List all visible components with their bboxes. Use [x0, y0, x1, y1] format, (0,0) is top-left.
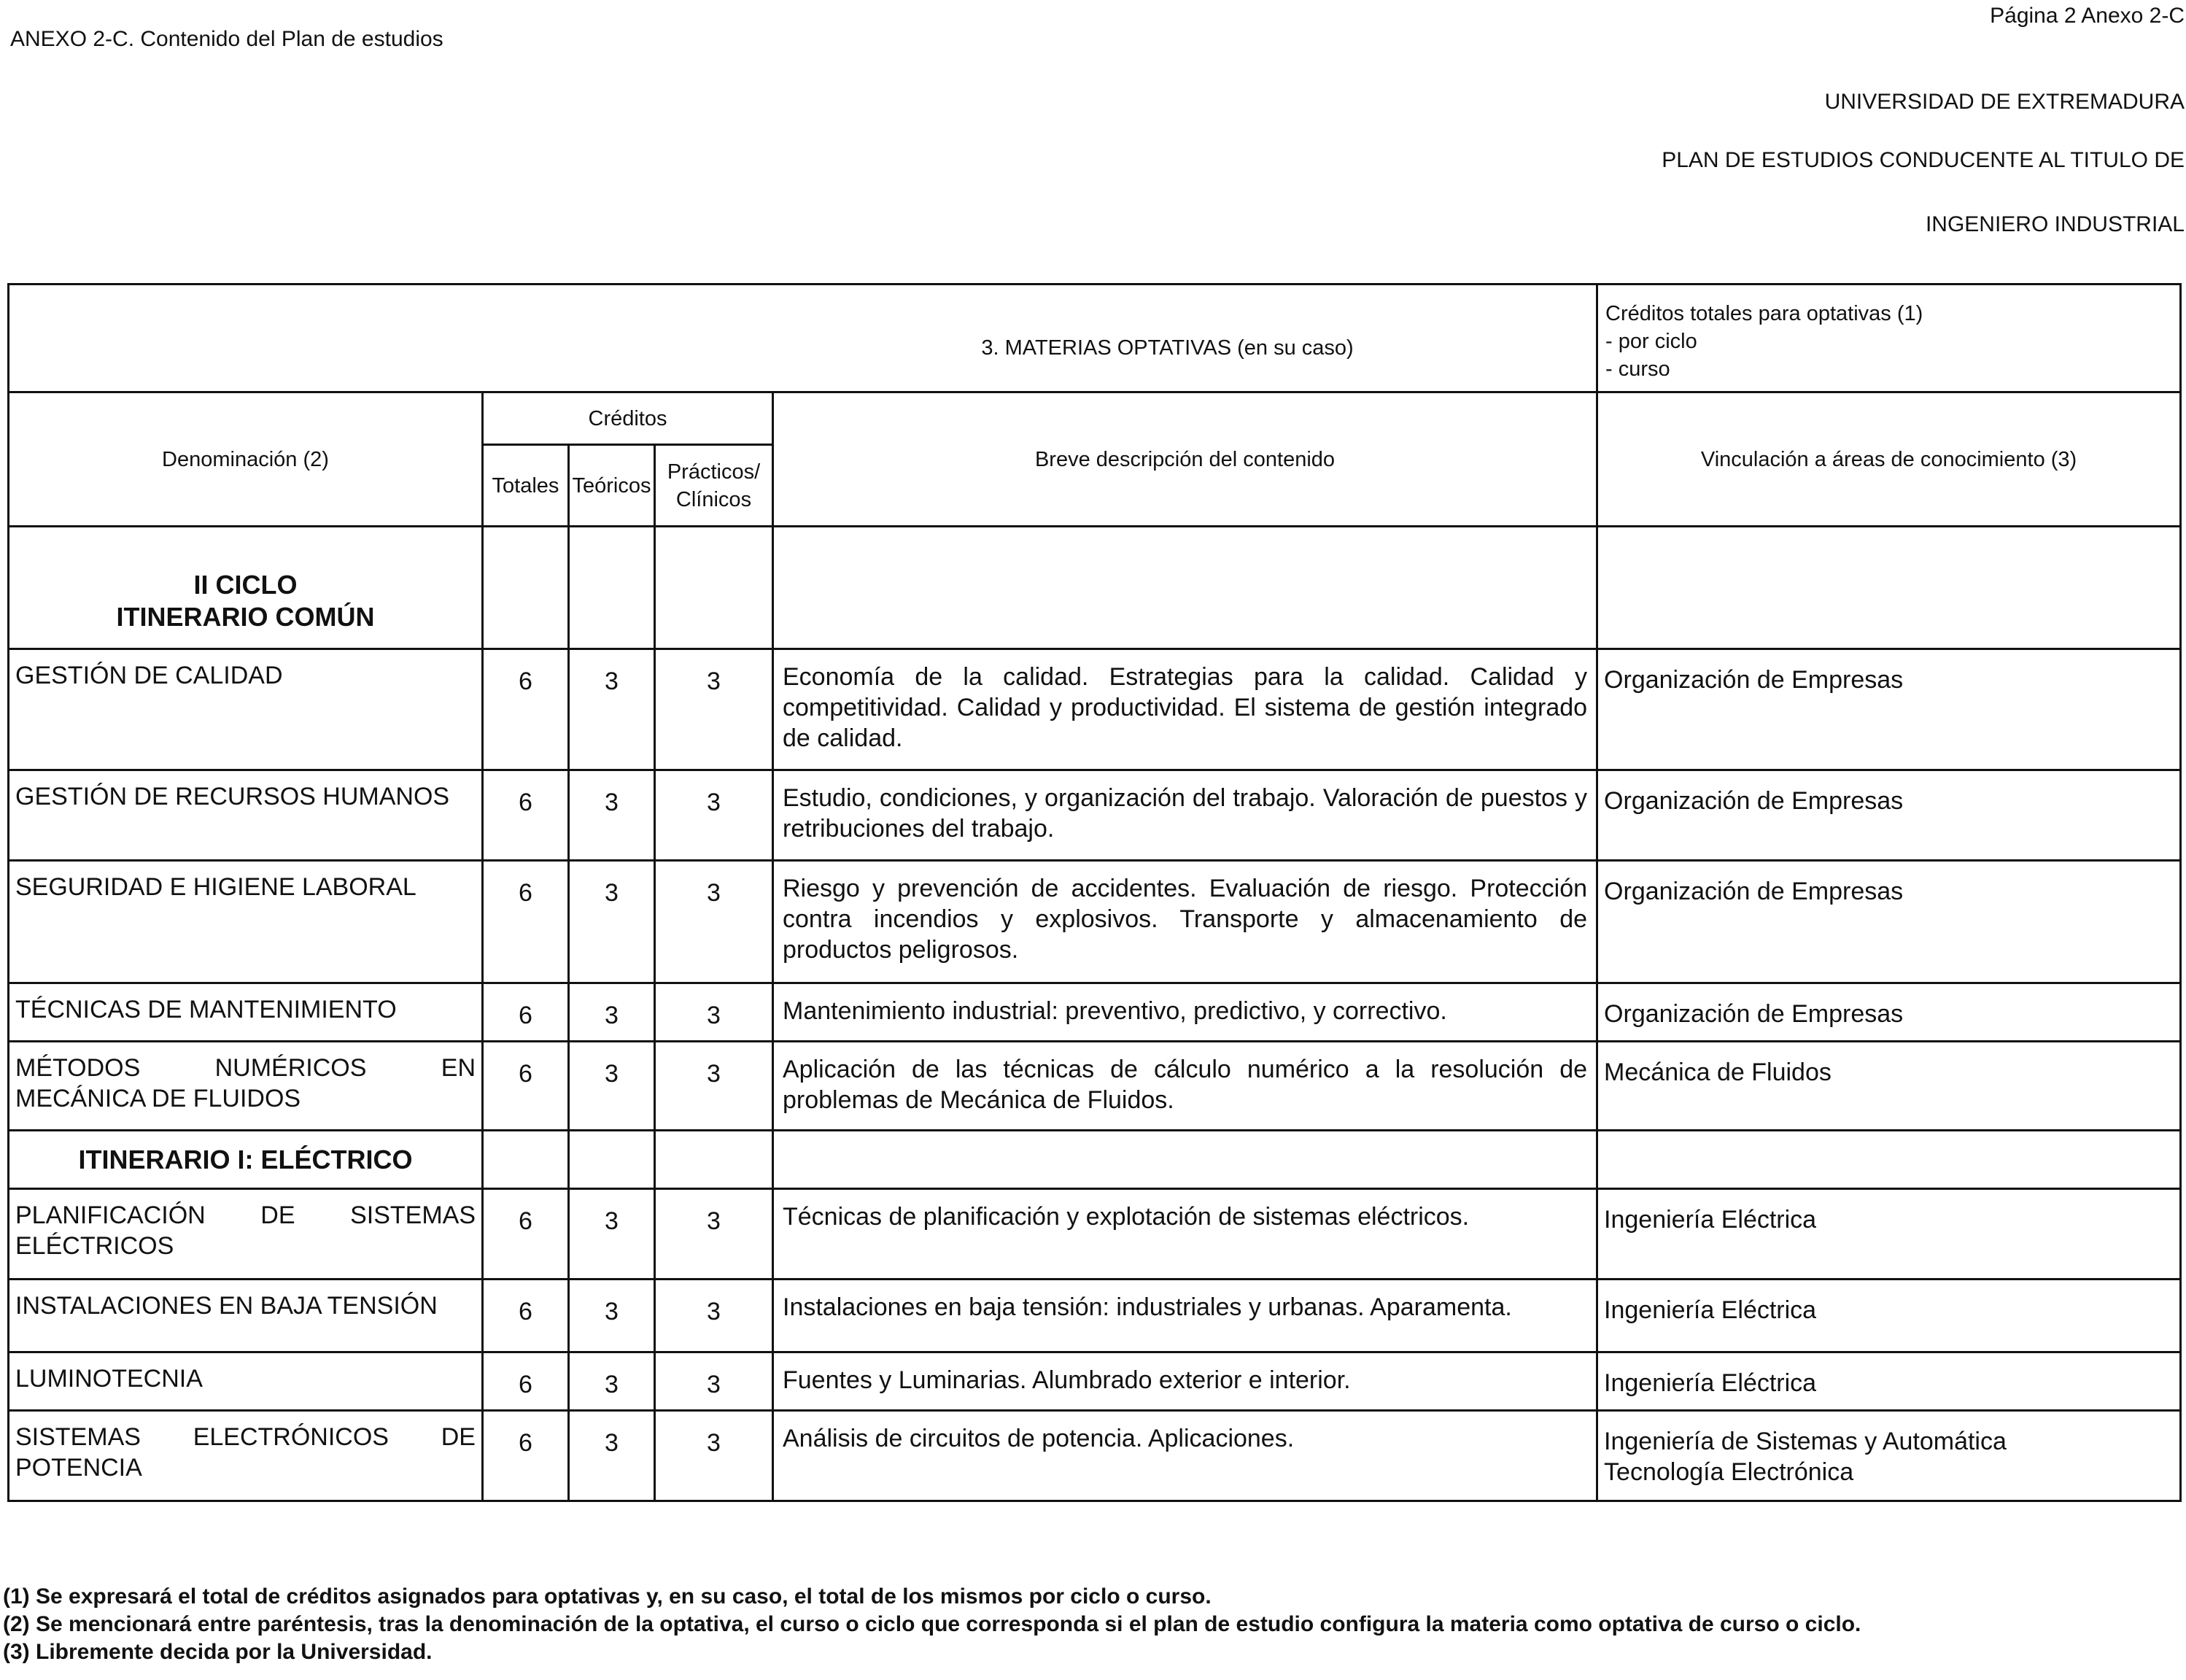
content-description: Aplicación de las técnicas de cálculo numérico a la resolución de problemas de Mecánica de Fluidos.	[773, 1042, 1597, 1131]
rows-common	[9, 649, 2181, 1131]
content-description: Economía de la calidad. Estrategias para la calidad. Calidad y competitividad. Calidad y productividad. El sistema de gestión integrado de calidad.	[773, 649, 1597, 770]
section-row-electrico	[9, 1131, 2181, 1189]
knowledge-area-line: Ingeniería Eléctrica	[1604, 1296, 1817, 1324]
content-description: Mantenimiento industrial: preventivo, predictivo, y correctivo.	[773, 983, 1597, 1042]
credits-practicos: 3	[655, 861, 773, 983]
credits-totales: 6	[483, 1280, 569, 1352]
credits-practicos: 3	[655, 770, 773, 861]
credits-practicos: 3	[655, 1042, 773, 1131]
subject-name: TÉCNICAS DE MANTENIMIENTO	[9, 983, 483, 1042]
knowledge-area	[1597, 1411, 2181, 1501]
box-title-row	[9, 284, 2181, 392]
table-row	[9, 649, 2181, 770]
degree-title: INGENIERO INDUSTRIAL	[1925, 212, 2185, 236]
credits-totals-title: Créditos totales para optativas (1)	[1605, 302, 1923, 325]
knowledge-area-line: Organización de Empresas	[1604, 787, 1904, 815]
credits-totales: 6	[483, 770, 569, 861]
col-header-credits: Créditos	[483, 392, 773, 445]
col-header-teoricos: Teóricos	[569, 445, 655, 527]
credits-practicos: 3	[655, 983, 773, 1042]
subject-name: SISTEMAS ELECTRÓNICOS DE POTENCIA	[9, 1411, 483, 1501]
section-title-ciclo: II CICLO	[193, 570, 298, 600]
subject-name: GESTIÓN DE CALIDAD	[9, 649, 483, 770]
knowledge-area	[1597, 649, 2181, 770]
footnote-2: (2) Se mencionará entre paréntesis, tras la denominación de la optativa, el curso o ciclo que corresponda si el plan de estudio configura la materia como optativa de curso o ciclo.	[3, 1612, 1861, 1636]
section-title-common	[9, 527, 483, 649]
section-title-electrico: ITINERARIO I: ELÉCTRICO	[9, 1131, 483, 1189]
footnote-3: (3) Libremente decida por la Universidad.	[3, 1640, 433, 1664]
col-header-area: Vinculación a áreas de conocimiento (3)	[1597, 392, 2181, 527]
table-row	[9, 770, 2181, 861]
table-row	[9, 1042, 2181, 1131]
knowledge-area	[1597, 1042, 2181, 1131]
knowledge-area-line: Organización de Empresas	[1604, 878, 1904, 905]
university-name: UNIVERSIDAD DE EXTREMADURA	[1824, 90, 2185, 114]
knowledge-area-line: Organización de Empresas	[1604, 666, 1904, 694]
footnote-1: (1) Se expresará el total de créditos asignados para optativas y, en su caso, el total de los mismos por ciclo o curso.	[3, 1584, 1212, 1609]
credits-totales: 6	[483, 861, 569, 983]
knowledge-area	[1597, 1280, 2181, 1352]
subject-name: LUMINOTECNIA	[9, 1352, 483, 1411]
footnotes	[3, 1583, 1861, 1666]
plan-title: PLAN DE ESTUDIOS CONDUCENTE AL TITULO DE	[1662, 148, 2185, 172]
credits-totales: 6	[483, 983, 569, 1042]
subject-name: GESTIÓN DE RECURSOS HUMANOS	[9, 770, 483, 861]
credits-teoricos: 3	[569, 1189, 655, 1280]
content-description: Fuentes y Luminarias. Alumbrado exterior e interior.	[773, 1352, 1597, 1411]
credits-teoricos: 3	[569, 770, 655, 861]
knowledge-area	[1597, 1352, 2181, 1411]
credits-totales: 6	[483, 1042, 569, 1131]
knowledge-area	[1597, 770, 2181, 861]
credits-practicos: 3	[655, 1411, 773, 1501]
optional-subjects-table	[7, 283, 2182, 1502]
credits-teoricos: 3	[569, 1411, 655, 1501]
credits-totales: 6	[483, 1352, 569, 1411]
content-description: Estudio, condiciones, y organización del trabajo. Valoración de puestos y retribuciones del trabajo.	[773, 770, 1597, 861]
content-description: Técnicas de planificación y explotación de sistemas eléctricos.	[773, 1189, 1597, 1280]
knowledge-area-line: Organización de Empresas	[1604, 1000, 1904, 1028]
knowledge-area-line: Ingeniería Eléctrica	[1604, 1369, 1817, 1397]
subject-name: PLANIFICACIÓN DE SISTEMAS ELÉCTRICOS	[9, 1189, 483, 1280]
knowledge-area-line: Ingeniería de Sistemas y Automática	[1604, 1428, 2007, 1455]
credits-teoricos: 3	[569, 1280, 655, 1352]
credits-teoricos: 3	[569, 1352, 655, 1411]
knowledge-area-line: Tecnología Electrónica	[1604, 1458, 1854, 1486]
table-row	[9, 861, 2181, 983]
knowledge-area-line: Ingeniería Eléctrica	[1604, 1206, 1817, 1234]
content-description: Análisis de circuitos de potencia. Aplicaciones.	[773, 1411, 1597, 1501]
rows-electrico	[9, 1189, 2181, 1501]
credits-totales: 6	[483, 1189, 569, 1280]
box-title: 3. MATERIAS OPTATIVAS (en su caso)	[981, 336, 1354, 360]
credits-totales: 6	[483, 649, 569, 770]
section-row-common	[9, 527, 2181, 649]
knowledge-area	[1597, 983, 2181, 1042]
subject-name: SEGURIDAD E HIGIENE LABORAL	[9, 861, 483, 983]
knowledge-area	[1597, 861, 2181, 983]
table-row	[9, 1189, 2181, 1280]
table-row	[9, 1280, 2181, 1352]
subject-name: INSTALACIONES EN BAJA TENSIÓN	[9, 1280, 483, 1352]
col-header-name: Denominación (2)	[9, 392, 483, 527]
section-title-itinerario-comun: ITINERARIO COMÚN	[116, 602, 375, 632]
credits-teoricos: 3	[569, 1042, 655, 1131]
col-header-desc: Breve descripción del contenido	[773, 392, 1597, 527]
page-number: Página 2 Anexo 2-C	[1990, 4, 2185, 28]
table-row	[9, 983, 2181, 1042]
column-header-row-1	[9, 392, 2181, 445]
credits-totales: 6	[483, 1411, 569, 1501]
knowledge-area	[1597, 1189, 2181, 1280]
credits-teoricos: 3	[569, 649, 655, 770]
content-description: Riesgo y prevención de accidentes. Evaluación de riesgo. Protección contra incendios y explosivos. Transporte y almacenamiento de productos peligrosos.	[773, 861, 1597, 983]
col-header-totales: Totales	[483, 445, 569, 527]
credits-practicos: 3	[655, 1280, 773, 1352]
credits-teoricos: 3	[569, 861, 655, 983]
credits-totals-block	[1597, 284, 2181, 392]
content-description: Instalaciones en baja tensión: industriales y urbanas. Aparamenta.	[773, 1280, 1597, 1352]
table-row	[9, 1352, 2181, 1411]
col-header-practicos: Prácticos/ Clínicos	[655, 445, 773, 527]
document-header-left: ANEXO 2-C. Contenido del Plan de estudios	[10, 27, 443, 51]
credits-teoricos: 3	[569, 983, 655, 1042]
knowledge-area-line: Mecánica de Fluidos	[1604, 1058, 1832, 1086]
credits-practicos: 3	[655, 1352, 773, 1411]
credits-totals-ciclo: - por ciclo	[1605, 330, 1697, 353]
subject-name: MÉTODOS NUMÉRICOS EN MECÁNICA DE FLUIDOS	[9, 1042, 483, 1131]
table-row	[9, 1411, 2181, 1501]
credits-practicos: 3	[655, 649, 773, 770]
credits-totals-curso: - curso	[1605, 357, 1670, 381]
box-title-cell	[9, 284, 1597, 392]
credits-practicos: 3	[655, 1189, 773, 1280]
